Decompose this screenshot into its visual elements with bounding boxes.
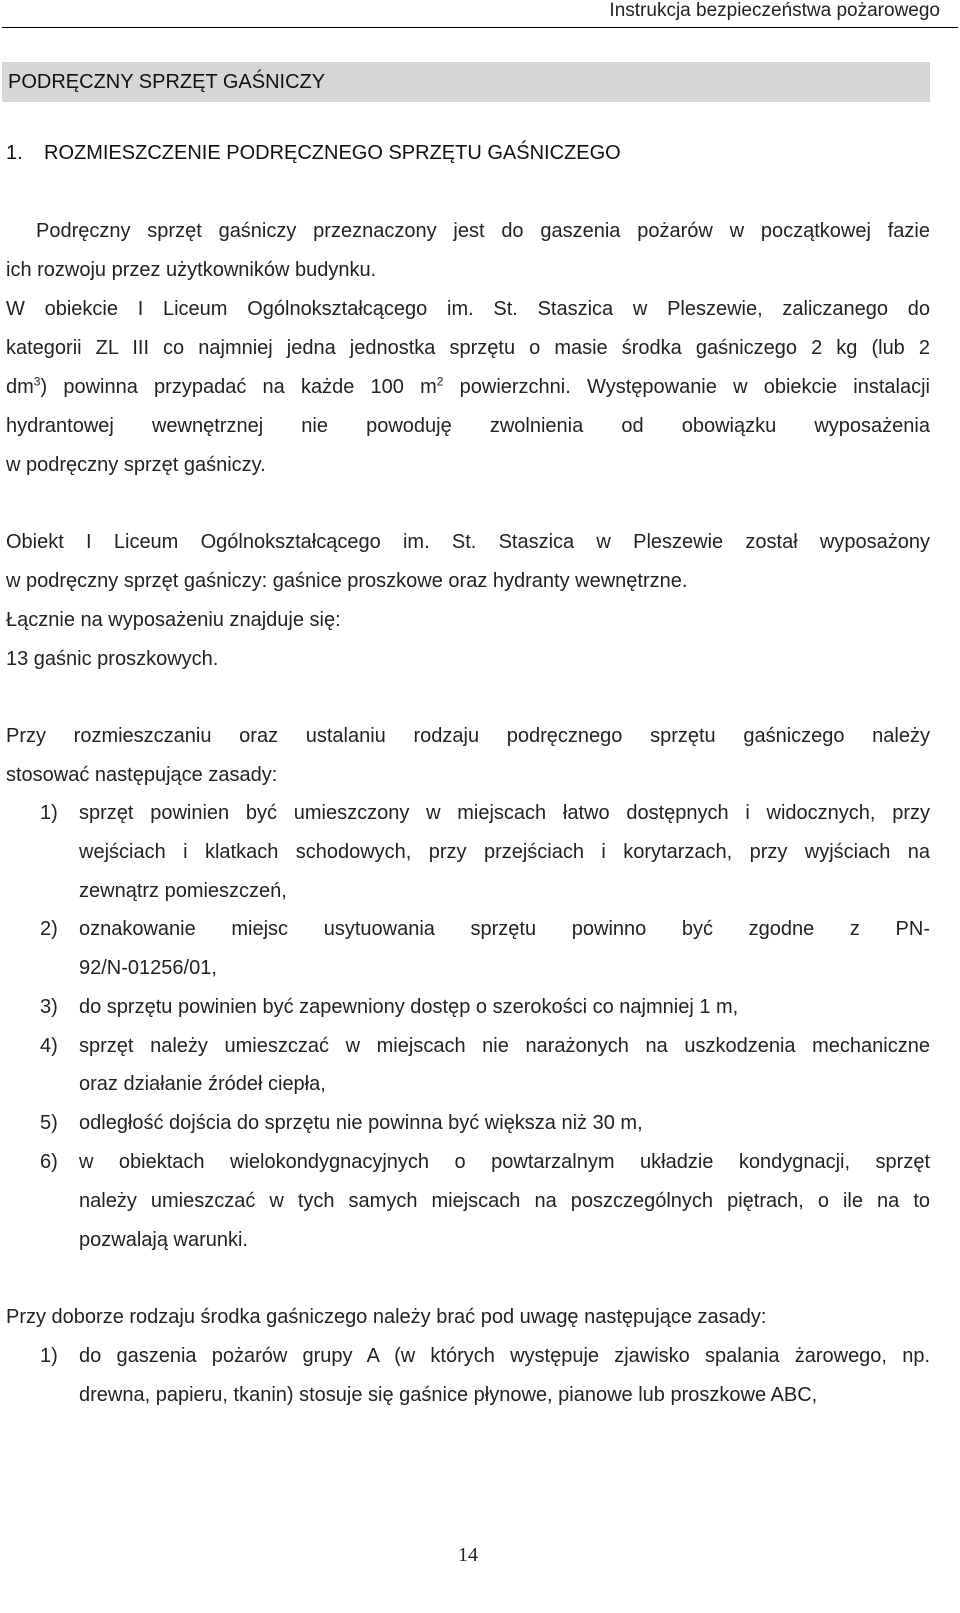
- para2-line2: w podręczny sprzęt gaśniczy: gaśnice proszkowe oraz hydranty wewnętrzne.: [6, 570, 688, 592]
- para1-line1: Podręczny sprzęt gaśniczy przeznaczony jest do gaszenia pożarów w początkowej fazie: [36, 220, 930, 242]
- para1-line2: ich rozwoju przez użytkowników budynku.: [6, 259, 377, 281]
- rule-6-number: 6): [40, 1151, 58, 1173]
- rule-6-line2: należy umieszczać w tych samych miejscach na poszczególnych piętrach, o ile na to: [79, 1190, 930, 1212]
- rule-2-line2: 92/N-01256/01,: [79, 957, 217, 979]
- rule-4-number: 4): [40, 1035, 58, 1057]
- rule-2-line1: oznakowanie miejsc usytuowania sprzętu powinno być zgodne z PN-: [79, 918, 930, 940]
- rule-6-line1: w obiektach wielokondygnacyjnych o powtarzalnym układzie kondygnacji, sprzęt: [79, 1151, 930, 1173]
- para2-line1: Obiekt I Liceum Ogólnokształcącego im. St. Staszica w Pleszewie został wyposażony: [6, 531, 930, 553]
- rule-1-number: 1): [40, 802, 58, 824]
- page-number: 14: [458, 1544, 478, 1566]
- rule2-1-line2: drewna, papieru, tkanin) stosuje się gaśnice płynowe, pianowe lub proszkowe ABC,: [79, 1384, 818, 1406]
- para1-line6: hydrantowej wewnętrznej nie powoduję zwolnienia od obowiązku wyposażenia: [6, 415, 930, 437]
- rule-2-number: 2): [40, 918, 58, 940]
- para1-line5-c: powierzchni. Występowanie w obiekcie instalacji: [443, 376, 930, 398]
- para3-line1: Przy rozmieszczaniu oraz ustalaniu rodzaju podręcznego sprzętu gaśniczego należy: [6, 725, 930, 747]
- rule-5-number: 5): [40, 1112, 58, 1134]
- para4-line1: Przy doborze rodzaju środka gaśniczego należy brać pod uwagę następujące zasady:: [6, 1306, 767, 1328]
- rule-5-line1: odległość dojścia do sprzętu nie powinna być większa niż 30 m,: [79, 1112, 643, 1134]
- para1-line5-a: dm: [6, 376, 34, 398]
- rule-3-number: 3): [40, 996, 58, 1018]
- rule-1-line2: wejściach i klatkach schodowych, przy przejściach i korytarzach, przy wyjściach na: [79, 841, 930, 863]
- rule-6-line3: pozwalają warunki.: [79, 1229, 248, 1251]
- para1-line3: W obiekcie I Liceum Ogólnokształcącego im. St. Staszica w Pleszewie, zaliczanego do: [6, 298, 930, 320]
- chapter-title: PODRĘCZNY SPRZĘT GAŚNICZY: [8, 71, 326, 93]
- para1-line7: w podręczny sprzęt gaśniczy.: [6, 454, 266, 476]
- chapter-band: [2, 62, 930, 102]
- para2-line4: 13 gaśnic proszkowych.: [6, 648, 219, 670]
- rule-1-line1: sprzęt powinien być umieszczony w miejscach łatwo dostępnych i widocznych, przy: [79, 802, 930, 824]
- running-header: Instrukcja bezpieczeństwa pożarowego: [609, 0, 940, 21]
- header-rule: [2, 27, 958, 28]
- para1-line4: kategorii ZL III co najmniej jedna jednostka sprzętu o masie środka gaśniczego 2 kg (lub 2: [6, 337, 930, 359]
- rule-4-line1: sprzęt należy umieszczać w miejscach nie narażonych na uszkodzenia mechaniczne: [79, 1035, 930, 1057]
- para3-line2: stosować następujące zasady:: [6, 764, 278, 786]
- section-title: ROZMIESZCZENIE PODRĘCZNEGO SPRZĘTU GAŚNICZEGO: [44, 142, 621, 164]
- para1-line5: [6, 374, 930, 400]
- para2-line3: Łącznie na wyposażeniu znajduje się:: [6, 609, 341, 631]
- section-heading: [6, 142, 621, 165]
- superscript-2: 2: [436, 374, 444, 389]
- rule-4-line2: oraz działanie źródeł ciepła,: [79, 1073, 326, 1095]
- section-number: 1.: [6, 142, 23, 164]
- rule2-1-line1: do gaszenia pożarów grupy A (w których występuje zjawisko spalania żarowego, np.: [79, 1345, 930, 1367]
- rule-1-line3: zewnątrz pomieszczeń,: [79, 880, 287, 902]
- para1-line5-b: ) powinna przypadać na każde 100 m: [40, 376, 437, 398]
- rule2-1-number: 1): [40, 1345, 58, 1367]
- rule-3-line1: do sprzętu powinien być zapewniony dostęp o szerokości co najmniej 1 m,: [79, 996, 739, 1018]
- superscript-3: 3: [33, 374, 41, 389]
